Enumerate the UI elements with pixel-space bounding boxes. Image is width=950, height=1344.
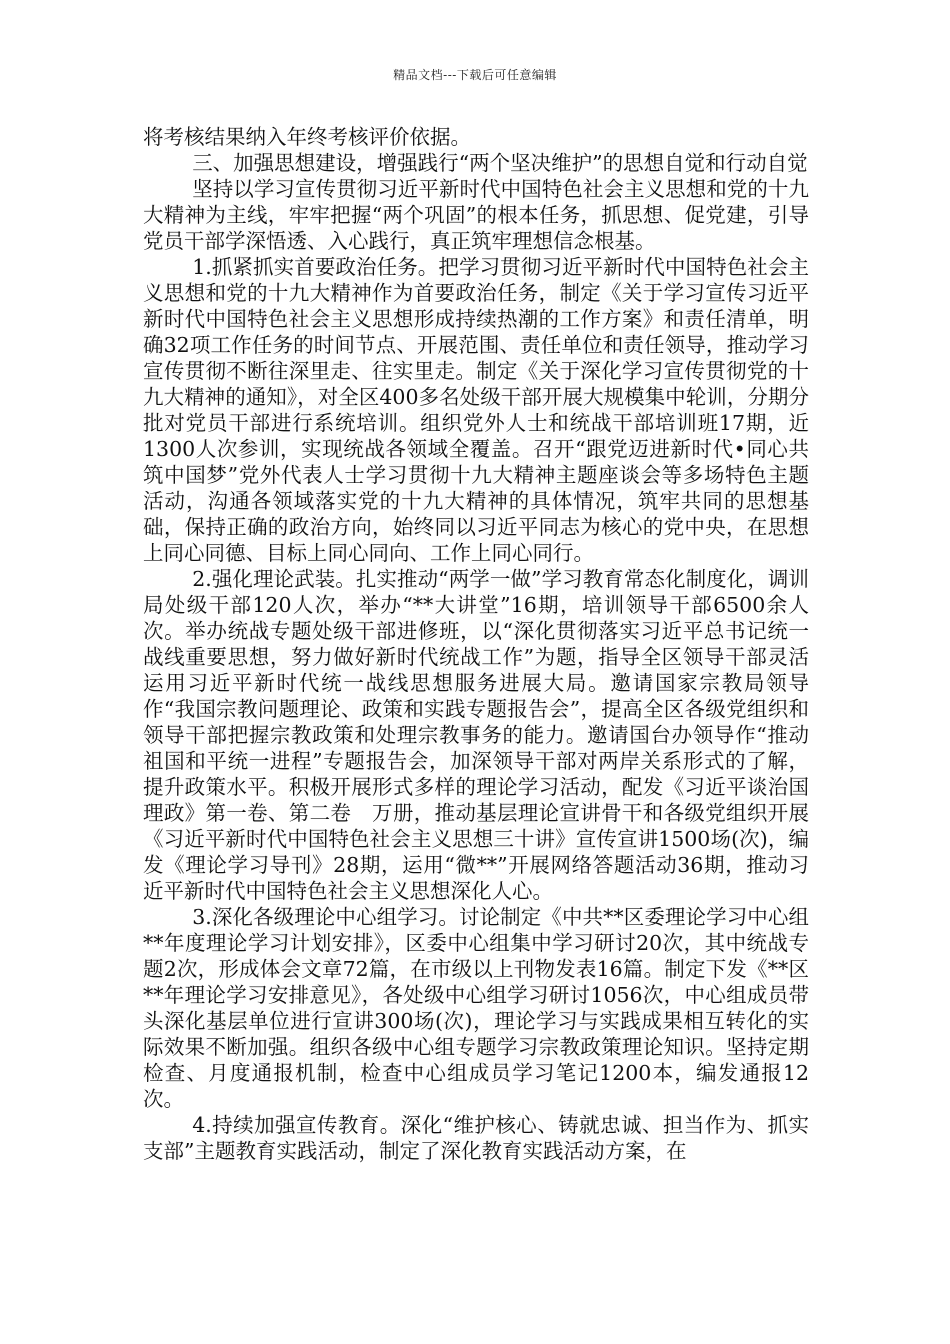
section-heading-3: 三、加强思想建设，增强践行“两个坚决维护”的思想自觉和行动自觉: [192, 151, 808, 175]
paragraph-item-4: 4.持续加强宣传教育。深化“维护核心、铸就忠诚、担当作为、抓实支部”主题教育实践活动，制定了深化教育实践活动方案，在: [143, 1113, 809, 1163]
paragraph-intro: 坚持以学习宣传贯彻习近平新时代中国特色社会主义思想和党的十九大精神为主线，牢牢把握“两个巩固”的根本任务，抓思想、促党建，引导党员干部学深悟透、入心践行，真正筑牢理想信念根基。: [143, 177, 809, 253]
document-body: [143, 124, 809, 1164]
paragraph-1: 将考核结果纳入年终考核评价依据。: [143, 125, 471, 149]
paragraph-item-1: 1.抓紧抓实首要政治任务。把学习贯彻习近平新时代中国特色社会主义思想和党的十九大精神作为首要政治任务，制定《关于学习宣传习近平新时代中国特色社会主义思想形成持续热潮的工作方案》和责任清单，明确32项工作任务的时间节点、开展范围、责任单位和责任领导，推动学习宣传贯彻不断往深里走、往实里走。制定《关于深化学习宣传贯彻党的十九大精神的通知》，对全区400多名处级干部开展大规模集中轮训，分期分批对党员干部进行系统培训。组织党外人士和统战干部培训班17期，近1300人次参训，实现统战各领域全覆盖。召开“跟党迈进新时代•同心共筑中国梦”党外代表人士学习贯彻十九大精神主题座谈会等多场特色主题活动，沟通各领域落实党的十九大精神的具体情况，筑牢共同的思想基础，保持正确的政治方向，始终同以习近平同志为核心的党中央，在思想上同心同德、目标上同心同向、工作上同心同行。: [143, 255, 809, 565]
page-header: 精品文档---下载后可任意编辑: [393, 68, 557, 82]
paragraph-item-2: 2.强化理论武装。扎实推动“两学一做”学习教育常态化制度化，调训局处级干部120人次，举办“**大讲堂”16期，培训领导干部6500余人次。举办统战专题处级干部进修班，以“深化贯彻落实习近平总书记统一战线重要思想，努力做好新时代统战工作”为题，指导全区领导干部灵活运用习近平新时代统一战线思想服务进展大局。邀请国家宗教局领导作“我国宗教问题理论、政策和实践专题报告会”，提高全区各级党组织和领导干部把握宗教政策和处理宗教事务的能力。邀请国台办领导作“推动祖国和平统一进程”专题报告会，加深领导干部对两岸关系形式的了解，提升政策水平。积极开展形式多样的理论学习活动，配发《习近平谈治国理政》第一卷、第二卷 万册，推动基层理论宣讲骨干和各级党组织开展《习近平新时代中国特色社会主义思想三十讲》宣传宣讲1500场(次)，编发《理论学习导刊》28期，运用“微**”开展网络答题活动36期，推动习近平新时代中国特色社会主义思想深化人心。: [143, 567, 809, 903]
paragraph-item-3: 3.深化各级理论中心组学习。讨论制定《中共**区委理论学习中心组**年度理论学习计划安排》，区委中心组集中学习研讨20次，其中统战专题2次，形成体会文章72篇，在市级以上刊物发表16篇。制定下发《**区**年理论学习安排意见》，各处级中心组学习研讨1056次，中心组成员带头深化基层单位进行宣讲300场(次)，理论学习与实践成果相互转化的实际效果不断加强。组织各级中心组专题学习宗教政策理论知识。坚持定期检查、月度通报机制，检查中心组成员学习笔记1200本，编发通报12次。: [143, 905, 809, 1111]
